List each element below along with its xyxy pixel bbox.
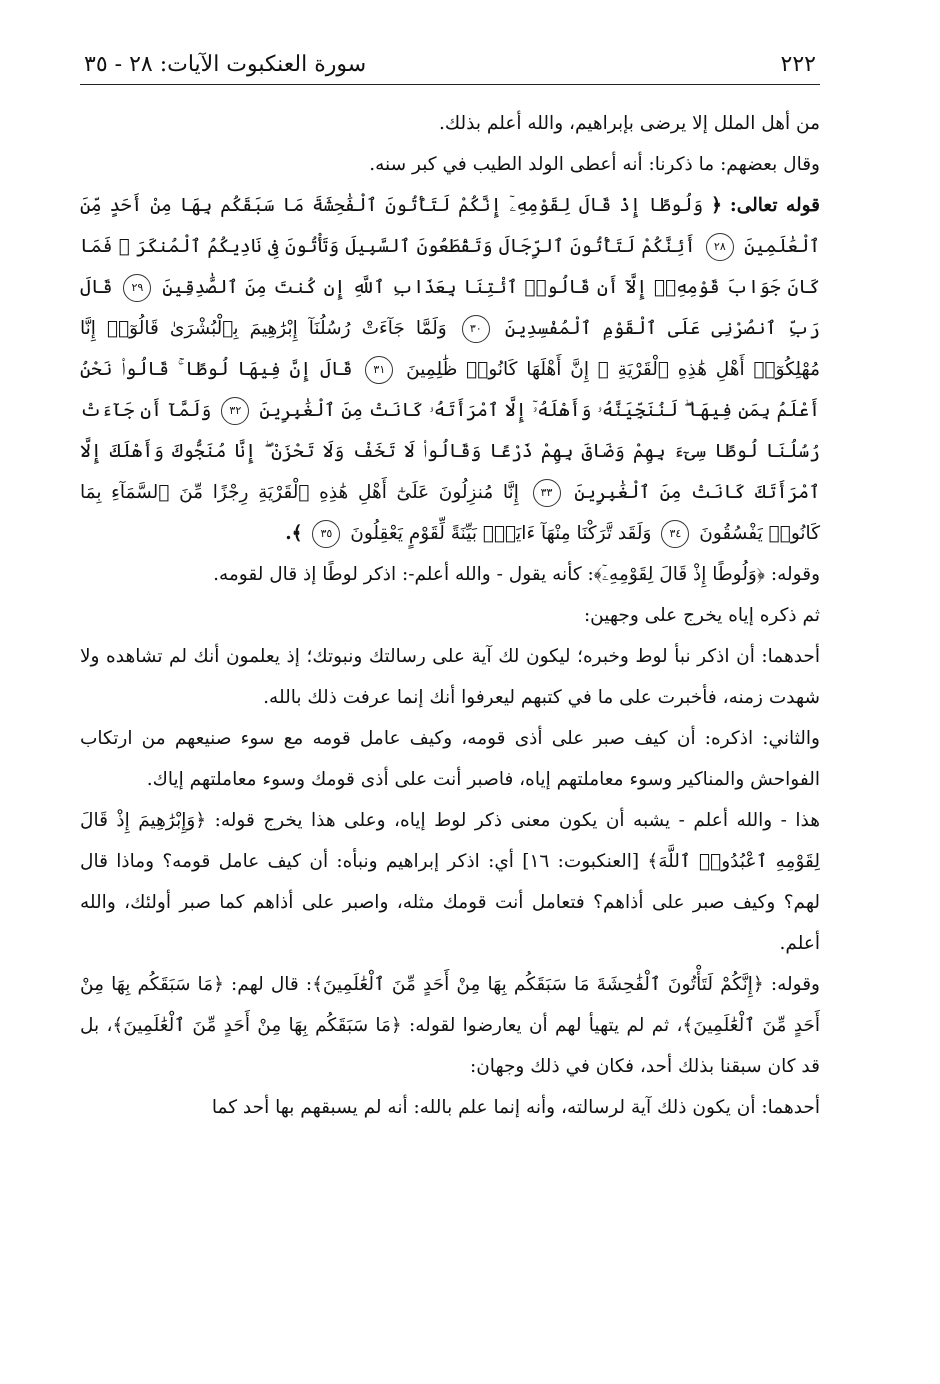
ayah-number-marker: ٣١ xyxy=(365,356,393,384)
paragraph: أحدهما: أن اذكر نبأ لوط وخبره؛ ليكون لك آية على رسالتك ونبوتك؛ إذ يعلمون أنك لم تشاهده ولا شهدت زمنه، فأخبرت على ما في كتبهم ليعرفوا أنك إنما عرفت ذلك بالله. xyxy=(80,646,820,708)
ayah-number-marker: ٣٣ xyxy=(533,479,561,507)
verse-text: وَلَمَّا جَآءَتْ رُسُلُنَآ إِبْرَٰهِيمَ بِٱلْبُشْرَىٰ قَالُوٓا۟ إِنَّا مُهْلِكُوٓا۟ أَهْلِ هَٰذِهِ ٱلْقَرْيَةِ ۖ إِنَّ أَهْلَهَا كَانُوا۟ ظَٰلِمِينَ xyxy=(80,318,820,380)
page-number: ٢٢٢ xyxy=(780,52,816,77)
verse-text: وَلَمَّآ أَن جَآءَتْ رُسُلُنَا لُوطًا سِىٓءَ بِهِمْ وَضَاقَ بِهِمْ ذَرْعًا وَقَالُوا۟ لَا تَخَفْ وَلَا تَحْزَنْ ۖ إِنَّا مُنَجُّوكَ وَأَهْلَكَ إِلَّا ٱمْرَأَتَكَ كَانَتْ مِنَ ٱلْغَٰبِرِينَ xyxy=(80,400,820,503)
book-page xyxy=(80,48,820,1128)
paragraph: والثاني: اذكره: أن كيف صبر على أذى قومه، وكيف عامل قومه مع سوء صنيعهم من ارتكاب الفواحش والمناكير وسوء معاملتهم إياه، فاصبر أنت على أذى قومك وسوء معاملتهم إياك. xyxy=(80,728,820,790)
paragraph: وقوله: ﴿وَلُوطًا إِذْ قَالَ لِقَوْمِهِۦٓ﴾: كأنه يقول - والله أعلم-: اذكر لوطًا إذ قال لقومه. xyxy=(213,564,820,585)
ayah-number-marker: ٣٠ xyxy=(462,315,490,343)
quran-lead: قوله تعالى: xyxy=(729,195,820,216)
page-header xyxy=(80,48,820,85)
quran-open-bracket: ﴿ xyxy=(711,195,722,216)
paragraph: هذا - والله أعلم - يشبه أن يكون معنى ذكر لوط إياه، وعلى هذا يخرج قوله: ﴿وَإِبْرَٰهِيمَ إِذْ قَالَ لِقَوْمِهِ ٱعْبُدُوا۟ ٱللَّهَ﴾ [العنكبوت: ١٦] أي: اذكر إبراهيم ونبأه: أن كيف عامل قومه؟ وماذا قال لهم؟ وكيف صبر على أذاهم؟ فتعامل أنت قومك مثله، واصبر على أذاهم كما صبر أولئك، والله أعلم. xyxy=(80,810,820,954)
page-body xyxy=(80,103,820,1128)
paragraph: وقوله: ﴿إِنَّكُمْ لَتَأْتُونَ ٱلْفَٰحِشَةَ مَا سَبَقَكُم بِهَا مِنْ أَحَدٍ مِّنَ ٱلْعَٰلَمِينَ﴾: قال لهم: ﴿مَا سَبَقَكُم بِهَا مِنْ أَحَدٍ مِّنَ ٱلْعَٰلَمِينَ﴾، ثم لم يتهيأ لهم أن يعارضوا لقوله: ﴿مَا سَبَقَكُم بِهَا مِنْ أَحَدٍ مِّنَ ٱلْعَٰلَمِينَ﴾، بل قد كان سبقنا بذلك أحد، فكان في ذلك وجهان: xyxy=(80,974,820,1077)
ayah-number-marker: ٢٩ xyxy=(123,274,151,302)
quran-close-bracket: ﴾. xyxy=(285,523,303,544)
ayah-number-marker: ٣٤ xyxy=(661,520,689,548)
paragraph: من أهل الملل إلا يرضى بإبراهيم، والله أعلم بذلك. xyxy=(439,113,820,134)
paragraph: وقال بعضهم: ما ذكرنا: أنه أعطى الولد الطيب في كبر سنه. xyxy=(369,154,820,175)
verse-text: أَئِنَّكُمْ لَتَأْتُونَ ٱلرِّجَالَ وَتَقْطَعُونَ ٱلسَّبِيلَ وَتَأْتُونَ فِى نَادِيكُمُ ٱلْمُنكَرَ ۖ فَمَا كَانَ جَوَابَ قَوْمِهِۦٓ إِلَّآ أَن قَالُوا۟ ٱئْتِنَا بِعَذَابِ ٱللَّهِ إِن كُنتَ مِنَ ٱلصَّٰدِقِينَ xyxy=(80,236,820,298)
verse-text: قَالَ إِنَّ فِيهَا لُوطًا ۚ قَالُوا۟ نَحْنُ أَعْلَمُ بِمَن فِيهَا ۖ لَنُنَجِّيَنَّهُۥ وَأَهْلَهُۥٓ إِلَّا ٱمْرَأَتَهُۥ كَانَتْ مِنَ ٱلْغَٰبِرِينَ xyxy=(80,359,821,421)
paragraph: أحدهما: أن يكون ذلك آية لرسالته، وأنه إنما علم بالله: أنه لم يسبقهم بها أحد كما xyxy=(211,1097,820,1118)
ayah-number-marker: ٢٨ xyxy=(706,233,734,261)
ayah-number-marker: ٣٥ xyxy=(312,520,340,548)
verse-text: وَلَقَد تَّرَكْنَا مِنْهَآ ءَايَةًۢ بَيِّنَةً لِّقَوْمٍ يَعْقِلُونَ xyxy=(350,523,652,544)
ayah-number-marker: ٣٢ xyxy=(221,397,249,425)
running-title: سورة العنكبوت الآيات: ٢٨ - ٣٥ xyxy=(84,52,367,77)
verse-text: إِنَّا مُنزِلُونَ عَلَىٰٓ أَهْلِ هَٰذِهِ ٱلْقَرْيَةِ رِجْزًا مِّنَ ٱلسَّمَآءِ بِمَا كَانُوا۟ يَفْسُقُونَ xyxy=(80,482,820,544)
verse-text: قَالَ رَبِّ ٱنصُرْنِى عَلَى ٱلْقَوْمِ ٱلْمُفْسِدِينَ xyxy=(80,277,820,339)
verse-text: وَلُوطًا إِذْ قَالَ لِقَوْمِهِۦٓ إِنَّكُمْ لَتَأْتُونَ ٱلْفَٰحِشَةَ مَا سَبَقَكُم بِهَا مِنْ أَحَدٍ مِّنَ ٱلْعَٰلَمِينَ xyxy=(80,195,820,257)
quran-passage xyxy=(80,185,820,554)
paragraph: ثم ذكره إياه يخرج على وجهين: xyxy=(583,605,820,626)
